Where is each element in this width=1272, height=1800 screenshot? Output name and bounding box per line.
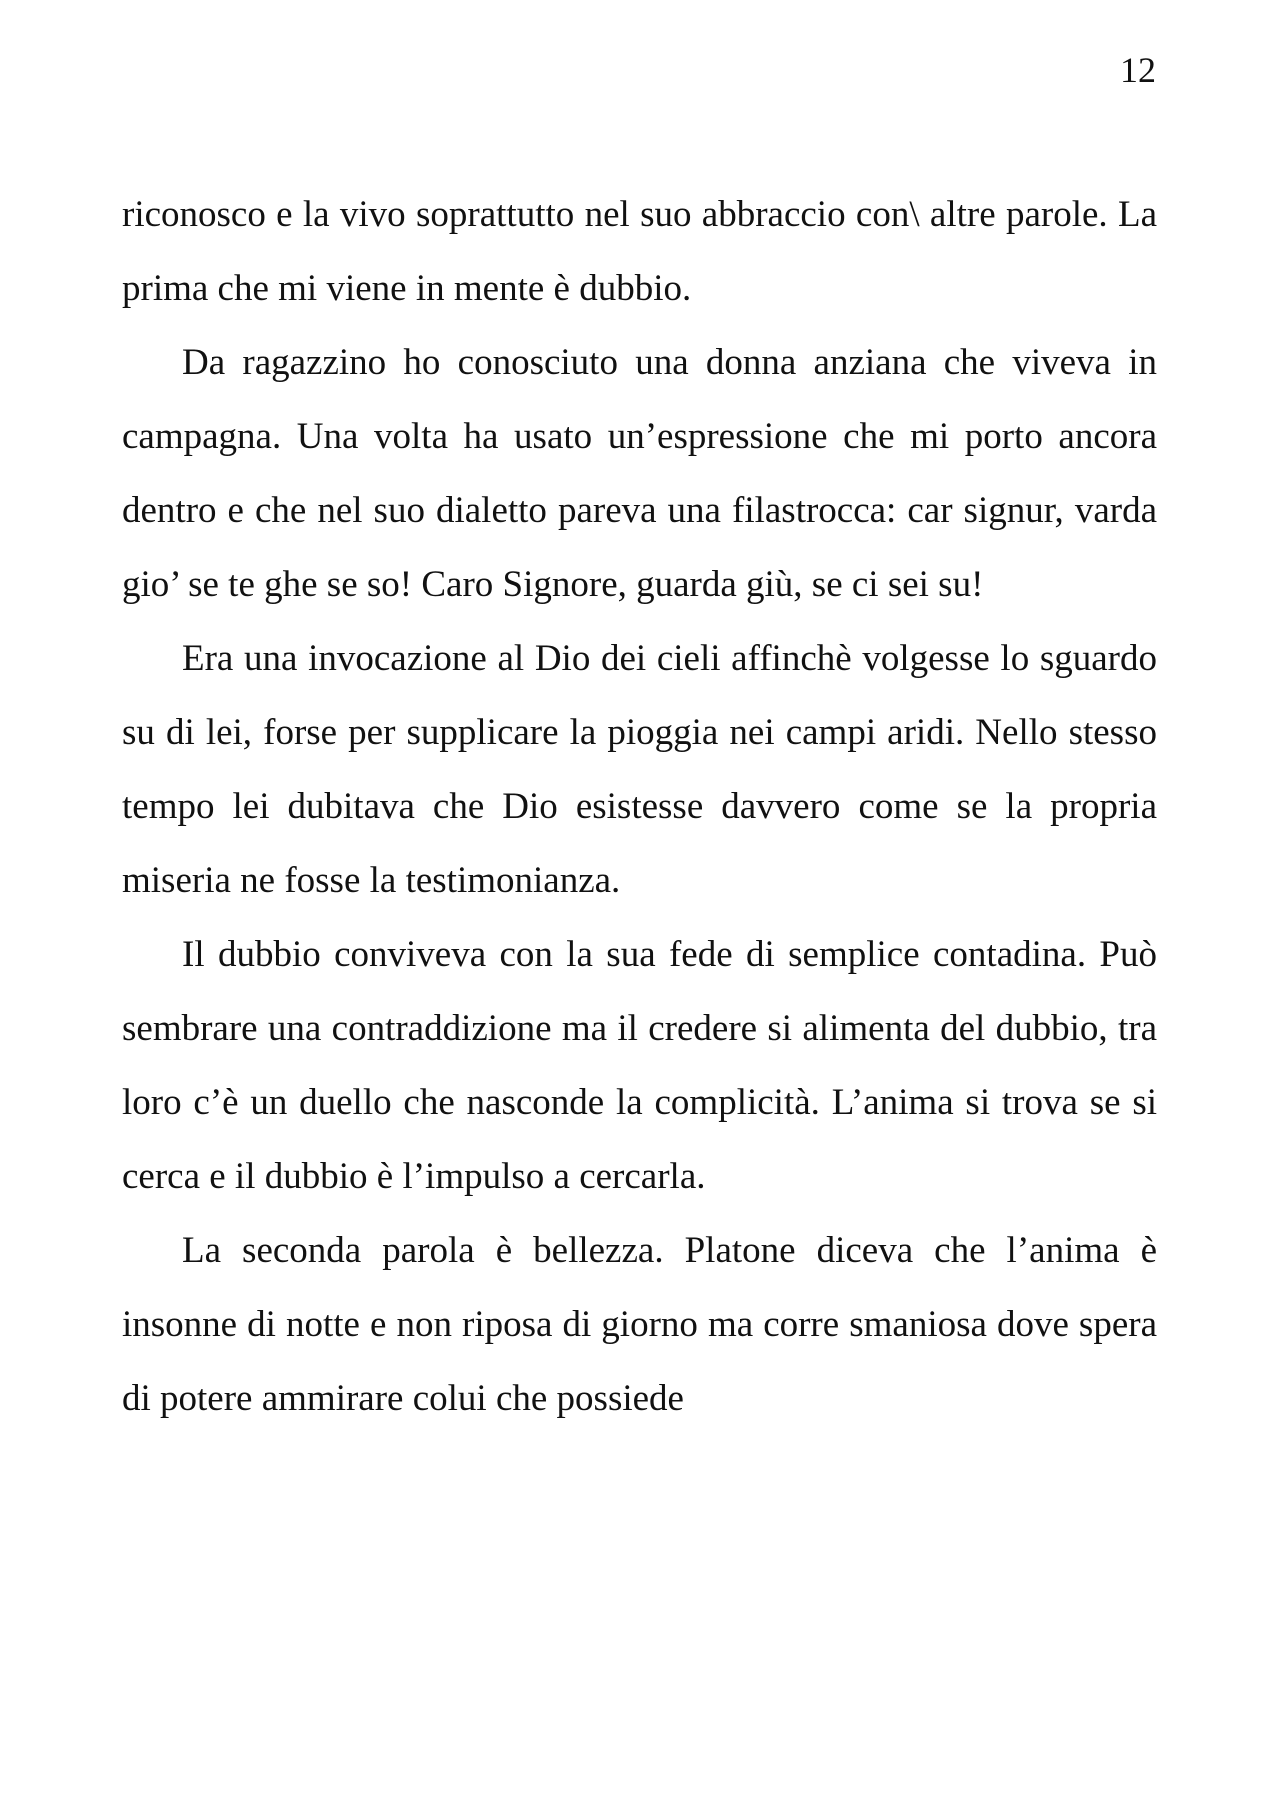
paragraph-doubt-faith: Il dubbio conviveva con la sua fede di semplice contadina. Può sembrare una contraddizione ma il credere si alimenta del dubbio, tra loro c’è un duello che nasconde la complicità. L’anima si trova se si cerca e il dubbio è l’impulso a cercarla. <box>122 934 1157 1197</box>
body-text <box>122 178 1157 1436</box>
paragraph-old-woman: Da ragazzino ho conosciuto una donna anziana che viveva in campagna. Una volta ha usato un’espressione che mi porto ancora dentro e che nel suo dialetto pareva una filastrocca: car signur, varda gio’ se te ghe se so! Caro Signore, guarda giù, se ci sei su! <box>122 342 1157 605</box>
paragraph-invocation: Era una invocazione al Dio dei cieli affinchè volgesse lo sguardo su di lei, forse per supplicare la pioggia nei campi aridi. Nello stesso tempo lei dubitava che Dio esistesse davvero come se la propria miseria ne fosse la testimonianza. <box>122 638 1157 901</box>
page-number: 12 <box>1120 50 1156 90</box>
paragraph-continued: riconosco e la vivo soprattutto nel suo abbraccio con\ altre parole. La prima che mi viene in mente è dubbio. <box>122 194 1157 309</box>
paragraph-beauty: La seconda parola è bellezza. Platone diceva che l’anima è insonne di notte e non riposa di giorno ma corre smaniosa dove spera di potere ammirare colui che possiede <box>122 1230 1157 1419</box>
